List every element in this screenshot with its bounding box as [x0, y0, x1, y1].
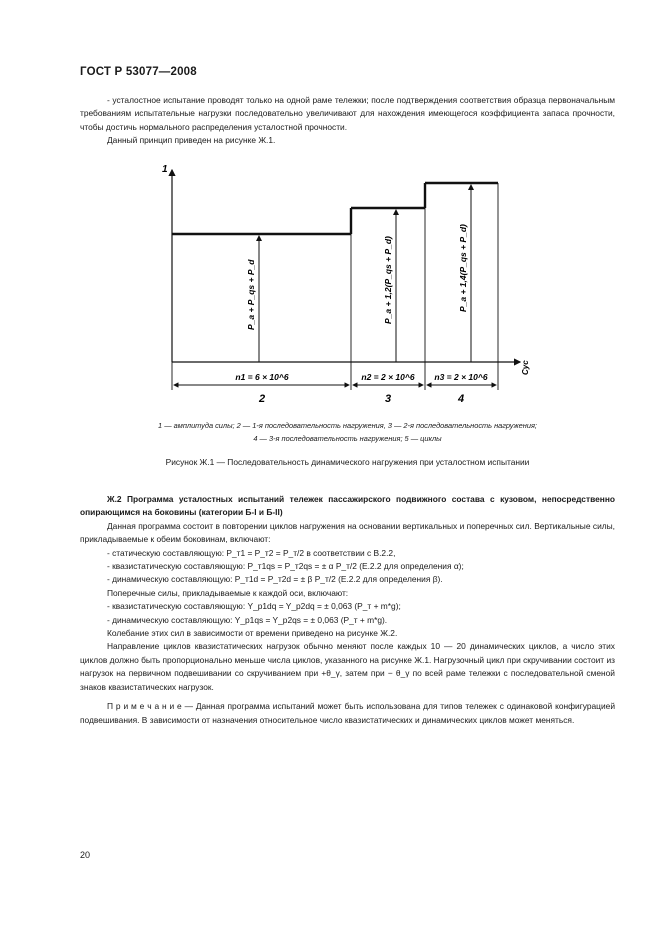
interval-label-3: n3 = 2 × 10^6 — [434, 372, 488, 382]
interval-label-1: n1 = 6 × 10^6 — [235, 372, 289, 382]
note-text: П р и м е ч а н и е — Данная программа испытаний может быть использована для типов тележек с одинаковой конфигурацией подвешивания. В зависимости от назначения относительное число квазистатических и динамических циклов может меняться. — [80, 701, 615, 725]
legend-line-1: 1 — амплитуда силы; 2 — 1-я последовательность нагружения, 3 — 2-я последовательность нагружения; — [158, 421, 537, 430]
loading-sequence-figure — [0, 0, 661, 420]
direction-text: Направление циклов квазистатических нагрузок обычно меняют после каждых 10 — 20 динамических циклов, а число этих циклов должно быть пропорционально меньше числа циклов, указанного на рисунке Ж.1. Нагрузочный цикл при скручивании состоит из нагрузок на первичном подвешивании со скручиванием при +θ_γ, затем при − θ_γ по всей раме тележки с последовательной сменой знаков квазистатических нагрузок. — [80, 641, 615, 692]
figure-legend — [80, 420, 615, 445]
section-zh2 — [80, 493, 615, 727]
amplitude-label-2: P_a + 1,2(P_qs + P_d) — [383, 236, 393, 324]
amplitude-label-1: P_a + P_qs + P_d — [246, 259, 256, 330]
legend-line-2: 4 — 3-я последовательность нагружения; 5 — циклы — [253, 433, 442, 443]
dynamic-component: - динамическую составляющую: P_т1d = P_т2d = ± β P_т/2 (Е.2.2 для определения β). — [107, 574, 443, 585]
document-header: ГОСТ Р 53077—2008 — [80, 66, 197, 78]
sequence-number-4: 4 — [457, 393, 465, 405]
x-axis-label: Cyc — [521, 360, 530, 375]
oscillation-text: Колебание этих сил в зависимости от времени приведено на рисунке Ж.2. — [107, 628, 398, 639]
section-intro: Данная программа состоит в повторении циклов нагружения на основании вертикальных и поперечных сил. Вертикальные силы, прикладываемые к обеим боковинам, включают: — [80, 520, 615, 545]
intro-reference: Данный принцип приведен на рисунке Ж.1. — [107, 135, 276, 146]
lateral-quasistatic: - квазистатическую составляющую: Y_p1dq = Y_p2dq = ± 0,063 (P_т + m*g); — [107, 601, 401, 612]
amplitude-label-3: P_a + 1,4(P_qs + P_d) — [458, 224, 468, 312]
quasistatic-component: - квазистатическую составляющую: P_т1qs = P_т2qs = ± α P_т/2 (Е.2.2 для определения α); — [107, 561, 464, 572]
static-component: - статическую составляющую: P_т1 = P_т2 = P_т/2 в соответствии с В.2.2, — [107, 547, 396, 558]
interval-label-2: n2 = 2 × 10^6 — [361, 372, 415, 382]
page-number: 20 — [80, 850, 91, 860]
sequence-number-2: 2 — [258, 393, 266, 405]
intro-text: - усталостное испытание проводят только на одной раме тележки; после подтверждения соответствия образца первоначальным требованиям испытательные нагрузки последовательно увеличивают для нахождения имеющегося коэффициента запаса прочности, чтобы достичь нормального распределения усталостной прочности. — [80, 95, 615, 132]
section-heading: Ж.2 Программа усталостных испытаний тележек пассажирского подвижного состава с кузовом, непосредственно опирающимся на боковины (категории Б-I и Б-II) — [80, 494, 615, 518]
lateral-dynamic: - динамическую составляющую: Y_p1qs = Y_p2qs = ± 0,063 (P_т + m*g). — [107, 614, 388, 625]
y-axis-label: 1 — [162, 164, 168, 175]
lateral-intro: Поперечные силы, прикладываемые к каждой оси, включают: — [107, 587, 349, 598]
figure-caption: Рисунок Ж.1 — Последовательность динамического нагружения при усталостном испытании — [165, 457, 530, 467]
sequence-number-3: 3 — [384, 393, 392, 405]
